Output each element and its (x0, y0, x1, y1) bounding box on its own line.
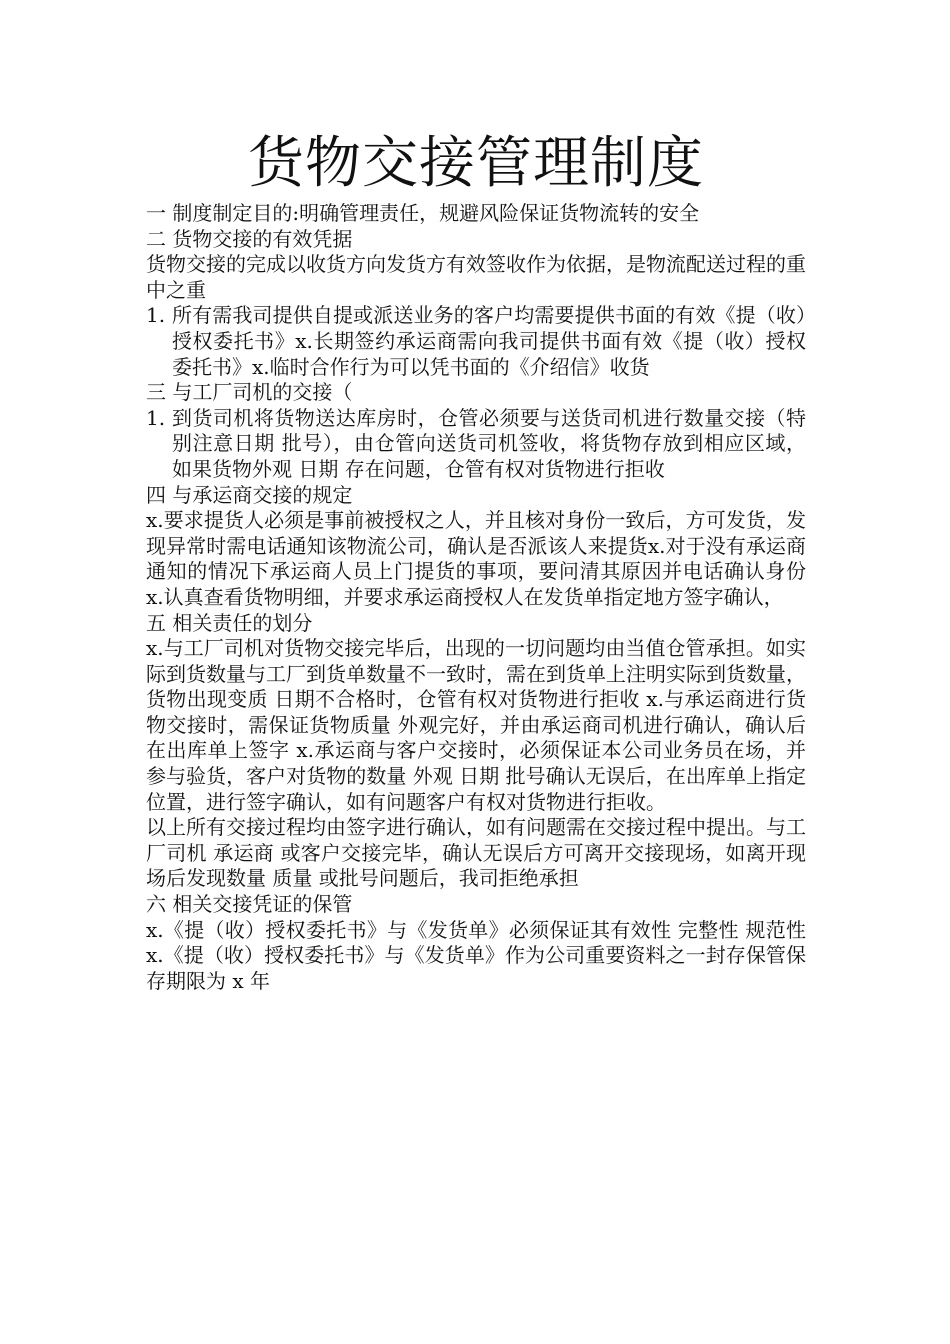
section-6-body: x.《提（收）授权委托书》与《发货单》必须保证其有效性 完整性 规范性 x.《提（收）授权委托书》与《发货单》作为公司重要资料之一封存保管保存期限为 x 年 (146, 917, 806, 993)
section-1-heading: 一 制度制定目的:明确管理责任，规避风险保证货物流转的安全 (146, 201, 700, 225)
section-3-heading: 三 与工厂司机的交接（ (146, 380, 353, 405)
list-number: 1. (146, 405, 166, 430)
document-body (146, 128, 806, 994)
section-5-body: x.与工厂司机对货物交接完毕后，出现的一切问题均由当值仓管承担。如实际到货数量与工厂到货单数量不一致时，需在到货单上注明实际到货数量，货物出现变质 日期不合格时，仓管有权对货物进行拒收 x.与承运商进行货物交接时，需保证货物质量 外观完好，并由承运商司机进行确认，确认后在出库单上签字 x.承运商与客户交接时，必须保证本公司业务员在场，并参与验货，客户对货物的数量 外观 日期 批号确认无误后，在出库单上指定位置，进行签字确认，如有问题客户有权对货物进行拒收。 (146, 636, 806, 814)
list-number: 1. (146, 303, 166, 328)
section-4-body: x.要求提货人必须是事前被授权之人，并且核对身份一致后，方可发货，发现异常时需电话通知该物流公司，确认是否派该人来提货x.对于没有承运商通知的情况下承运商人员上门提货的事项，要问清其原因并电话确认身份 x.认真查看货物明细，并要求承运商授权人在发货单指定地方签字确认， (146, 508, 806, 609)
list-text: 所有需我司提供自提或派送业务的客户均需要提供书面的有效《提（收）授权委托书》x.长期签约承运商需向我司提供书面有效《提（收）授权委托书》x.临时合作行为可以凭书面的《介绍信》收货 (172, 303, 806, 379)
section-5-summary: 以上所有交接过程均由签字进行确认，如有问题需在交接过程中提出。与工厂司机 承运商 或客户交接完毕，确认无误后方可离开交接现场，如离开现场后发现数量 质量 或批号问题后，我司拒绝承担 (146, 815, 806, 891)
section-3-list-item (146, 406, 806, 483)
section-2-heading: 二 货物交接的有效凭据 (146, 226, 353, 251)
section-6-heading: 六 相关交接凭证的保管 (146, 892, 353, 917)
section-2-list-item (146, 303, 806, 380)
document-title: 货物交接管理制度 (248, 131, 704, 196)
section-5-heading: 五 相关责任的划分 (146, 610, 313, 635)
list-text: 到货司机将货物送达库房时，仓管必须要与送货司机进行数量交接（特别注意日期 批号），由仓管向送货司机签收，将货物存放到相应区域，如果货物外观 日期 存在问题，仓管有权对货物进行拒收 (172, 405, 806, 481)
section-4-heading: 四 与承运商交接的规定 (146, 482, 353, 507)
section-2-intro: 货物交接的完成以收货方向发货方有效签收作为依据，是物流配送过程的重中之重 (146, 252, 806, 302)
